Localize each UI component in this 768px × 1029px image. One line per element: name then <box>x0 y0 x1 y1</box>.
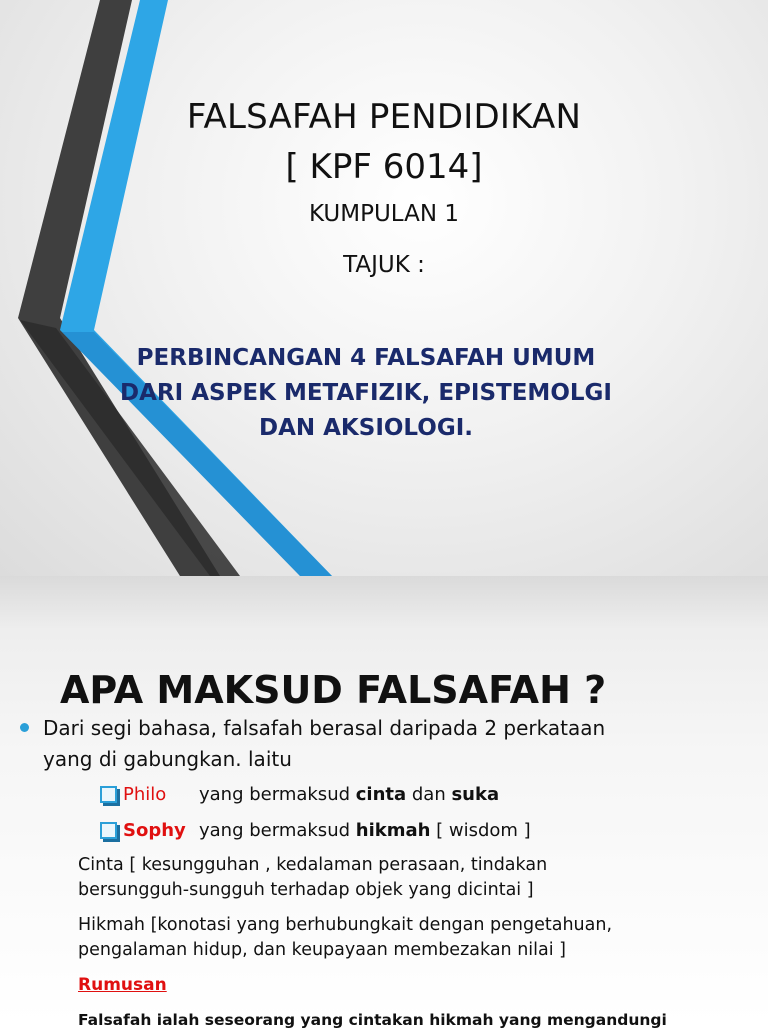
term-definition: yang bermaksud hikmah [ wisdom ] <box>199 819 531 841</box>
group-label: KUMPULAN 1 <box>308 201 460 227</box>
intro-line: yang di gabungkan. laitu <box>43 747 292 771</box>
slide-title: FALSAFAH PENDIDIKAN <box>186 97 582 137</box>
term-row-sophy <box>100 817 531 843</box>
intro-text <box>43 713 605 775</box>
term-philo: Philo <box>123 783 167 805</box>
cinta-paragraph <box>78 853 547 903</box>
hikmah-line: Hikmah [konotasi yang berhubungkait dengan pengetahuan, <box>78 915 613 935</box>
topic-line: DAN AKSIOLOGI. <box>258 415 473 441</box>
checkbox-bullet-icon <box>100 822 117 839</box>
topic-line: DARI ASPEK METAFIZIK, EPISTEMOLGI <box>120 380 612 406</box>
course-code: [ KPF 6014] <box>285 147 483 187</box>
checkbox-bullet-icon <box>100 786 117 803</box>
bullet-icon <box>20 723 29 732</box>
conclusion-text: Falsafah ialah seseorang yang cintakan hikmah yang mengandungi <box>78 1011 667 1029</box>
term-sophy: Sophy <box>123 819 186 841</box>
cinta-line: Cinta [ kesungguhan , kedalaman perasaan, tindakan <box>78 855 548 875</box>
hikmah-paragraph <box>78 913 612 963</box>
topic-text <box>100 341 632 446</box>
topic-line: PERBINCANGAN 4 FALSAFAH UMUM <box>136 345 596 371</box>
topic-label: TAJUK : <box>343 252 425 278</box>
dark-chevron-band <box>18 0 220 576</box>
cinta-line: bersungguh-sungguh terhadap objek yang dicintai ] <box>78 880 534 900</box>
term-row-philo <box>100 781 499 807</box>
slide2-heading: APA MAKSUD FALSAFAH ? <box>60 668 607 712</box>
rumusan-label: Rumusan <box>78 975 167 995</box>
hikmah-line: pengalaman hidup, dan keupayaan membezakan nilai ] <box>78 940 566 960</box>
intro-line: Dari segi bahasa, falsafah berasal daripada 2 perkataan <box>43 716 606 740</box>
term-definition: yang bermaksud cinta dan suka <box>199 783 500 805</box>
